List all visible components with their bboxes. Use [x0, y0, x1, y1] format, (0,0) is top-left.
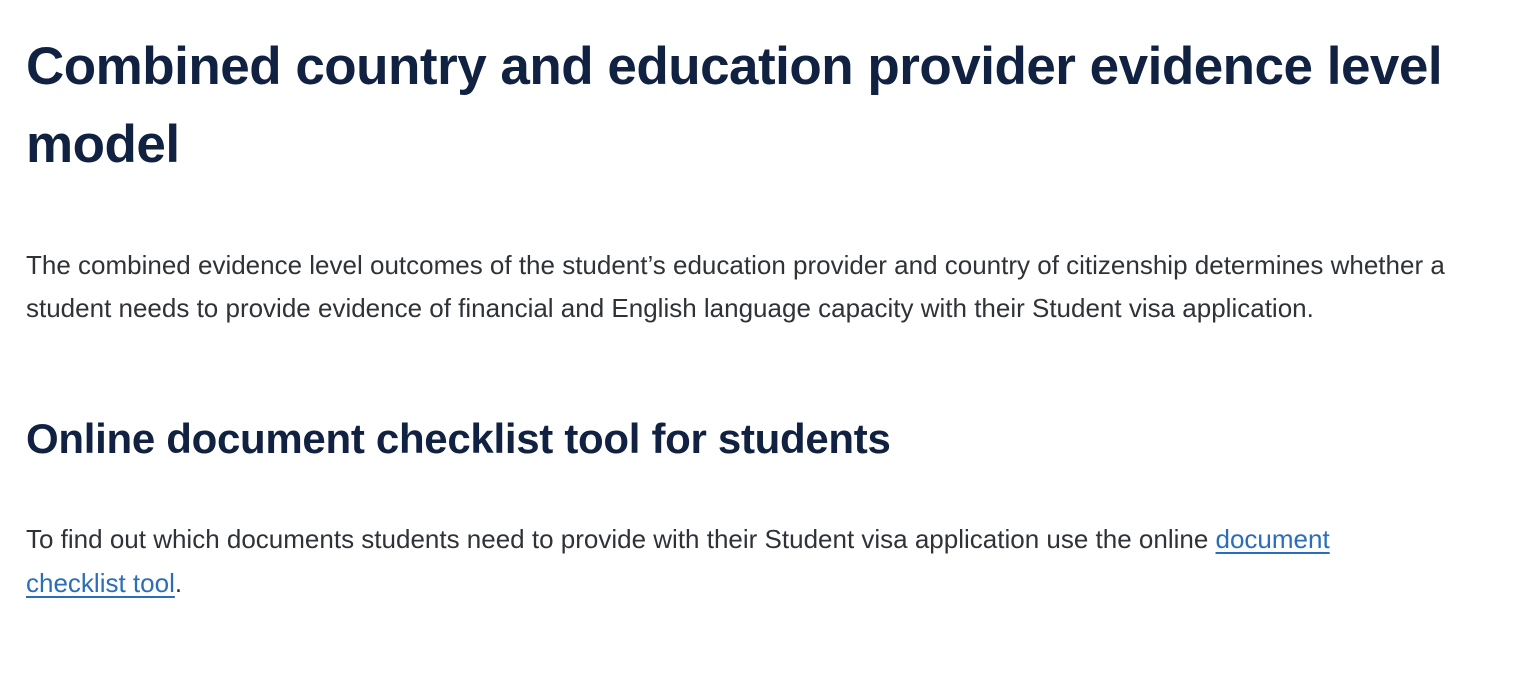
- section-paragraph-text-after-link: .: [174, 567, 183, 598]
- section-heading-document-checklist: Online document checklist tool for students: [26, 415, 891, 463]
- section-paragraph-text-before-link: To find out which documents students need to provide with their Student visa application use the online: [26, 523, 1216, 554]
- page-title: Combined country and education provider evidence level model: [26, 37, 1443, 174]
- section-paragraph: [26, 518, 1416, 605]
- document-checklist-tool-link[interactable]: document checklist tool: [26, 523, 1330, 598]
- intro-paragraph: The combined evidence level outcomes of the student’s education provider and country of citizenship determines whether a student needs to provide evidence of financial and English language capacity with their Student visa application.: [26, 249, 1445, 324]
